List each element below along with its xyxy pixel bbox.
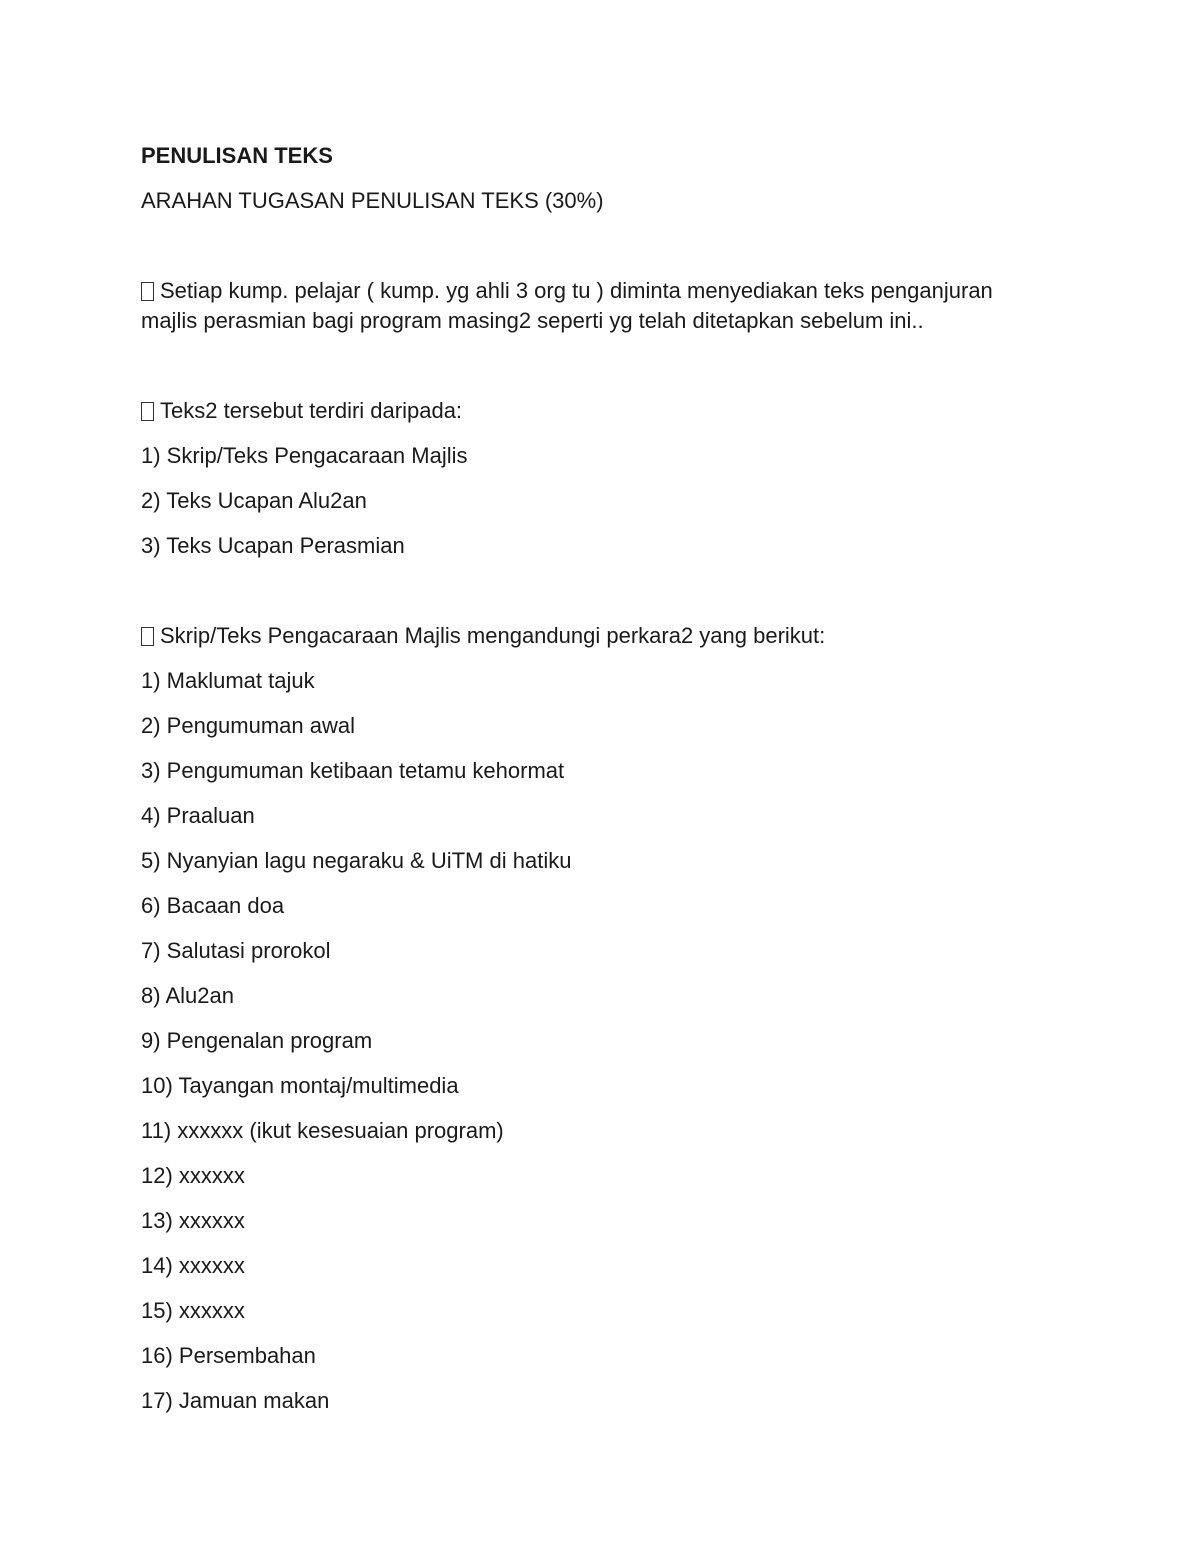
list-item: 3) Pengumuman ketibaan tetamu kehormat [141,758,565,783]
missing-glyph-icon [141,627,154,646]
list-item: 17) Jamuan makan [141,1388,330,1413]
script-heading-label: Skrip/Teks Pengacaraan Majlis mengandungi perkara2 yang berikut: [160,623,826,648]
missing-glyph-icon [141,402,154,421]
list-item: 12) xxxxxx [141,1163,245,1188]
script-section [141,621,1101,1416]
list-item: 2) Teks Ucapan Alu2an [141,488,367,513]
texts-list [141,441,1101,561]
list-item: 11) xxxxxx (ikut kesesuaian program) [141,1118,504,1143]
list-item: 3) Teks Ucapan Perasmian [141,533,405,558]
list-item: 2) Pengumuman awal [141,713,356,738]
document-title: PENULISAN TEKS [141,143,333,168]
list-item: 13) xxxxxx [141,1208,245,1233]
intro-text-1: Setiap kump. pelajar ( kump. yg ahli 3 org tu ) diminta menyediakan teks penganjuran [160,278,993,303]
texts-heading [141,396,1101,426]
list-item: 7) Salutasi prorokol [141,938,331,963]
list-item: 9) Pengenalan program [141,1028,373,1053]
list-item: 1) Skrip/Teks Pengacaraan Majlis [141,443,468,468]
document-subtitle: ARAHAN TUGASAN PENULISAN TEKS (30%) [141,188,604,213]
texts-section [141,396,1101,561]
list-item: 4) Praaluan [141,803,255,828]
missing-glyph-icon [141,282,154,301]
script-heading [141,621,1101,651]
intro-text-2: majlis perasmian bagi program masing2 seperti yg telah ditetapkan sebelum ini.. [141,308,924,333]
script-list [141,666,1101,1416]
list-item: 16) Persembahan [141,1343,316,1368]
intro-line-2 [141,306,1101,336]
list-item: 15) xxxxxx [141,1298,245,1323]
list-item: 1) Maklumat tajuk [141,668,315,693]
texts-heading-label: Teks2 tersebut terdiri daripada: [160,398,463,423]
list-item: 6) Bacaan doa [141,893,285,918]
document-content [141,141,1101,1416]
list-item: 14) xxxxxx [141,1253,245,1278]
list-item: 5) Nyanyian lagu negaraku & UiTM di hatiku [141,848,572,873]
list-item: 8) Alu2an [141,983,234,1008]
intro-paragraph [141,276,1101,336]
intro-line-1 [141,276,1101,306]
list-item: 10) Tayangan montaj/multimedia [141,1073,459,1098]
